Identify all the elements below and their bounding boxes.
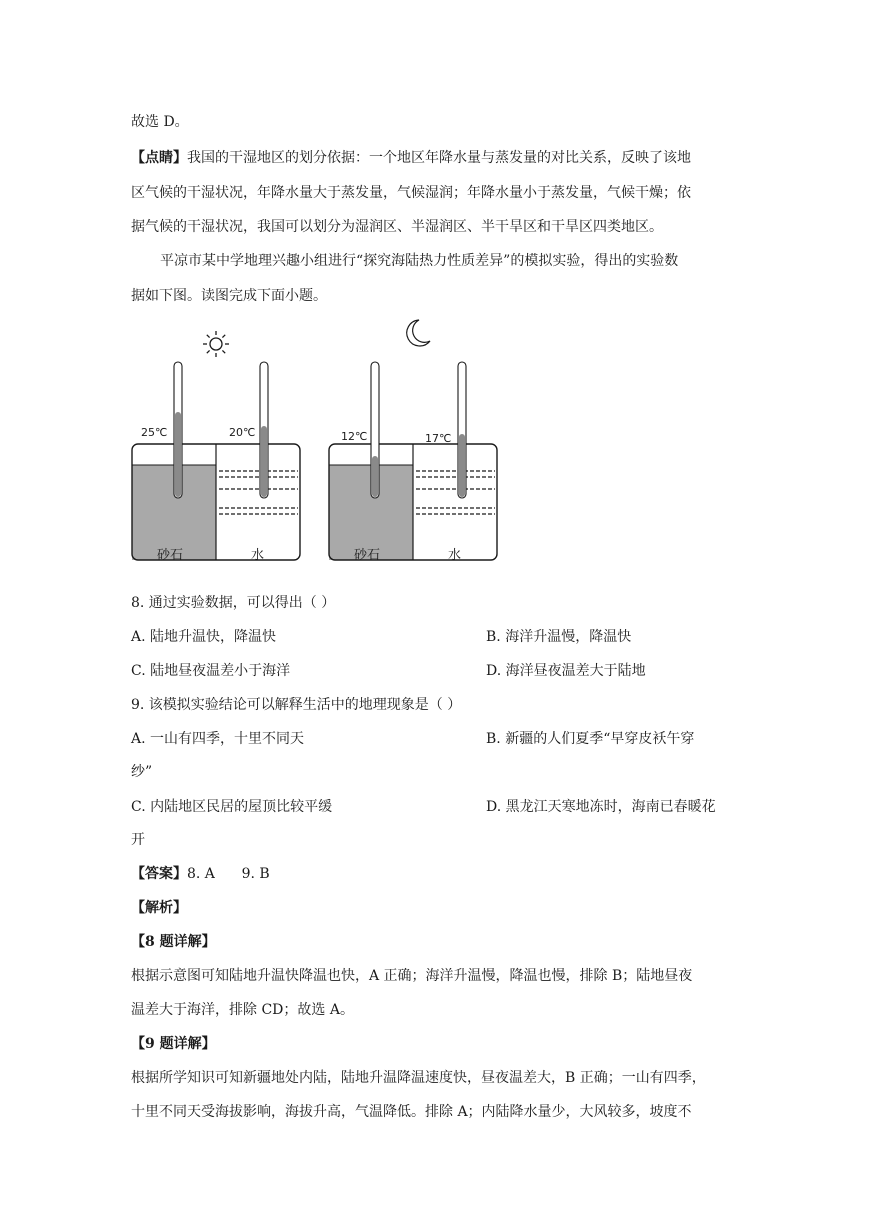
experiment-figure bbox=[125, 316, 505, 578]
answer-line bbox=[131, 864, 270, 884]
material-label: 砂石 bbox=[354, 548, 381, 563]
temp-label: 20℃ bbox=[229, 426, 256, 439]
text-line bbox=[131, 148, 691, 168]
temp-label: 12℃ bbox=[341, 430, 368, 443]
water-lines bbox=[416, 471, 495, 514]
option-c: C. 内陆地区民居的屋顶比较平缓 bbox=[131, 799, 333, 815]
text-line: 十里不同天受海拔影响，海拔升高，气温降低。排除 A；内陆降水量少，大风较多，坡度不 bbox=[131, 1104, 692, 1120]
text-line: 区气候的干湿状况，年降水量大于蒸发量，气候湿润；年降水量小于蒸发量，气候干燥；依 bbox=[131, 185, 691, 201]
answer-text: 8. A 9. B bbox=[187, 866, 270, 882]
text-line: 据如下图。读图完成下面小题。 bbox=[131, 288, 327, 304]
material-label: 砂石 bbox=[157, 548, 184, 563]
temp-label: 25℃ bbox=[141, 426, 168, 439]
sun-icon bbox=[203, 331, 229, 357]
experiment-diagram bbox=[125, 316, 505, 574]
analysis-tag: 【解析】 bbox=[131, 900, 187, 916]
option-d: D. 海洋昼夜温差大于陆地 bbox=[486, 663, 646, 679]
text-line: 根据所学知识可知新疆地处内陆，陆地升温降温速度快，昼夜温差大，B 正确；一山有四季， bbox=[131, 1070, 706, 1086]
water-lines bbox=[219, 471, 298, 514]
material-label: 水 bbox=[448, 548, 462, 563]
day-experiment bbox=[132, 362, 300, 563]
q9-detail-tag: 【9 题详解】 bbox=[131, 1036, 216, 1052]
question-stem: 8. 通过实验数据，可以得出（ ） bbox=[131, 595, 336, 611]
option-d-continued: 开 bbox=[131, 832, 145, 848]
text-span: 我国的干湿地区的划分依据：一个地区年降水量与蒸发量的对比关系，反映了该地 bbox=[187, 150, 691, 166]
temp-label: 17℃ bbox=[425, 432, 452, 445]
q8-detail-tag: 【8 题详解】 bbox=[131, 934, 216, 950]
option-b: B. 新疆的人们夏季“早穿皮袄午穿 bbox=[486, 731, 695, 747]
option-c: C. 陆地昼夜温差小于海洋 bbox=[131, 663, 291, 679]
text-line: 温差大于海洋，排除 CD；故选 A。 bbox=[131, 1002, 354, 1018]
text-line: 根据示意图可知陆地升温快降温也快，A 正确；海洋升温慢，降温也慢，排除 B；陆地昼夜 bbox=[131, 968, 693, 984]
option-b: B. 海洋升温慢，降温快 bbox=[486, 629, 632, 645]
option-a: A. 一山有四季，十里不同天 bbox=[131, 731, 305, 747]
option-d: D. 黑龙江天寒地冻时，海南已春暖花 bbox=[486, 799, 716, 815]
night-experiment bbox=[329, 362, 497, 563]
option-a: A. 陆地升温快，降温快 bbox=[131, 629, 277, 645]
material-label: 水 bbox=[251, 548, 265, 563]
answer-tag: 【答案】 bbox=[131, 866, 187, 882]
text-line: 据气候的干湿状况，我国可以划分为湿润区、半湿润区、半干旱区和干旱区四类地区。 bbox=[131, 219, 663, 235]
question-stem: 9. 该模拟实验结论可以解释生活中的地理现象是（ ） bbox=[131, 697, 462, 713]
text-line: 平凉市某中学地理兴趣小组进行“探究海陆热力性质差异”的模拟实验，得出的实验数 bbox=[160, 253, 679, 269]
option-b-continued: 纱” bbox=[131, 764, 153, 780]
text-line: 故选 D。 bbox=[131, 114, 189, 130]
section-tag: 【点睛】 bbox=[131, 150, 187, 166]
moon-icon bbox=[407, 320, 430, 346]
